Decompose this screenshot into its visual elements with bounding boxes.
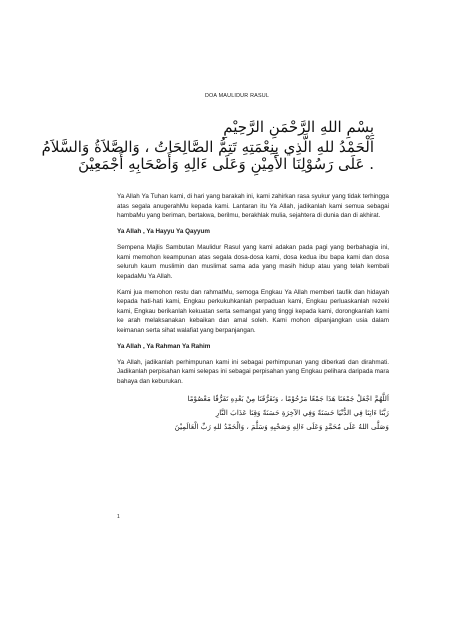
paragraph-3: Kami jua memohon restu dan rahmatMu, semoga Engkau Ya Allah memberi taufik dan hidayah kepada hati-hati kami, Engkau perkukuhkanlah perpaduan kami, Engkau perluaskanlah rezeki kami, Engkau berikanlah kekuatan serta semangat yang tinggi kepada kami, dorongkanlah kami ke arah melaksanakan kebaikan dan amal soleh. Kami mohon dipanjangkan usia dalam keimanan serta sihat walafiat yang berpanjangan. — [117, 288, 389, 334]
arabic-closing-line-1: اَللَّهُمَّ اجْعَلْ جَمْعَنَا هَذَا جَمْعًا مَرْحُوْمًا ، وَتَفَرُّقَنَا مِنْ بَعْدِهِ تَفَرُّقًا مَعْصُوْمًا — [187, 393, 389, 403]
document-body — [117, 192, 389, 432]
document-title: DOA MAULIDUR RASUL — [204, 93, 270, 99]
arabic-opening-line-3: . عَلَى رَسُوْلِنَا الأَمِيْنِ وَعَلَى ءَالِهِ وَأَصْحَابِهِ أَجْمَعِيْنَ — [78, 155, 374, 173]
arabic-opening-line-2: اَلْحَمْدُ للهِ الَّذِي بِنِعْمَتِهِ تَتِمُّ الصَّالِحَاتُ ، وَالصَّلاَةُ وَالسَّلاَمُ — [41, 138, 374, 156]
paragraph-2: Sempena Majlis Sambutan Maulidur Rasul yang kami adakan pada pagi yang berbahagia ini, kami memohon keampunan atas segala dosa-dosa kami, dosa kedua ibu bapa kami dan dosa seluruh kaum muslimin dan muslimat sama ada yang masih hidup atau yang telah kembali kepadaMu Ya Allah. — [117, 244, 389, 280]
arabic-closing-line-3: وَصَلَّى اللهُ عَلَى مُحَمَّدٍ وَعَلَى ءَالِهِ وَصَحْبِهِ وَسَلَّمَ ، وَالْحَمْدُ للهِ رَبِّ الْعَالَمِيْنَ — [174, 421, 389, 431]
arabic-basmalah: بِسْمِ اللهِ الرَّحْمَنِ الرَّحِيْمِ — [223, 118, 374, 136]
paragraph-1: Ya Allah Ya Tuhan kami, di hari yang barakah ini, kami zahirkan rasa syukur yang tidak terhingga atas segala anugerahMu kepada kami. Lantaran itu Ya Allah, jadikanlah kami semua sebagai hambaMu yang beriman, bertakwa, berilmu, berakhlak mulia, sejahtera di dunia dan di akhirat. — [117, 193, 389, 219]
heading-1: Ya Allah , Ya Hayyu Ya Qayyum — [117, 228, 210, 235]
page-number: 1 — [117, 514, 120, 520]
arabic-closing-line-2: رَبَّنَا ءَاتِنَا فِي الدُّنْيَا حَسَنَةً وَفِي الآخِرَةِ حَسَنَةً وَقِنَا عَذَابَ النَّارِ — [215, 407, 389, 417]
heading-2: Ya Allah , Ya Rahman Ya Rahim — [117, 342, 211, 350]
paragraph-4: Ya Allah, jadikanlah perhimpunan kami ini sebagai perhimpunan yang diberkati dan dirahmati. Jadikanlah perpisahan kami selepas ini sebagai perpisahan yang Engkau pelihara daripada mara bahaya dan keburukan. — [117, 358, 389, 385]
